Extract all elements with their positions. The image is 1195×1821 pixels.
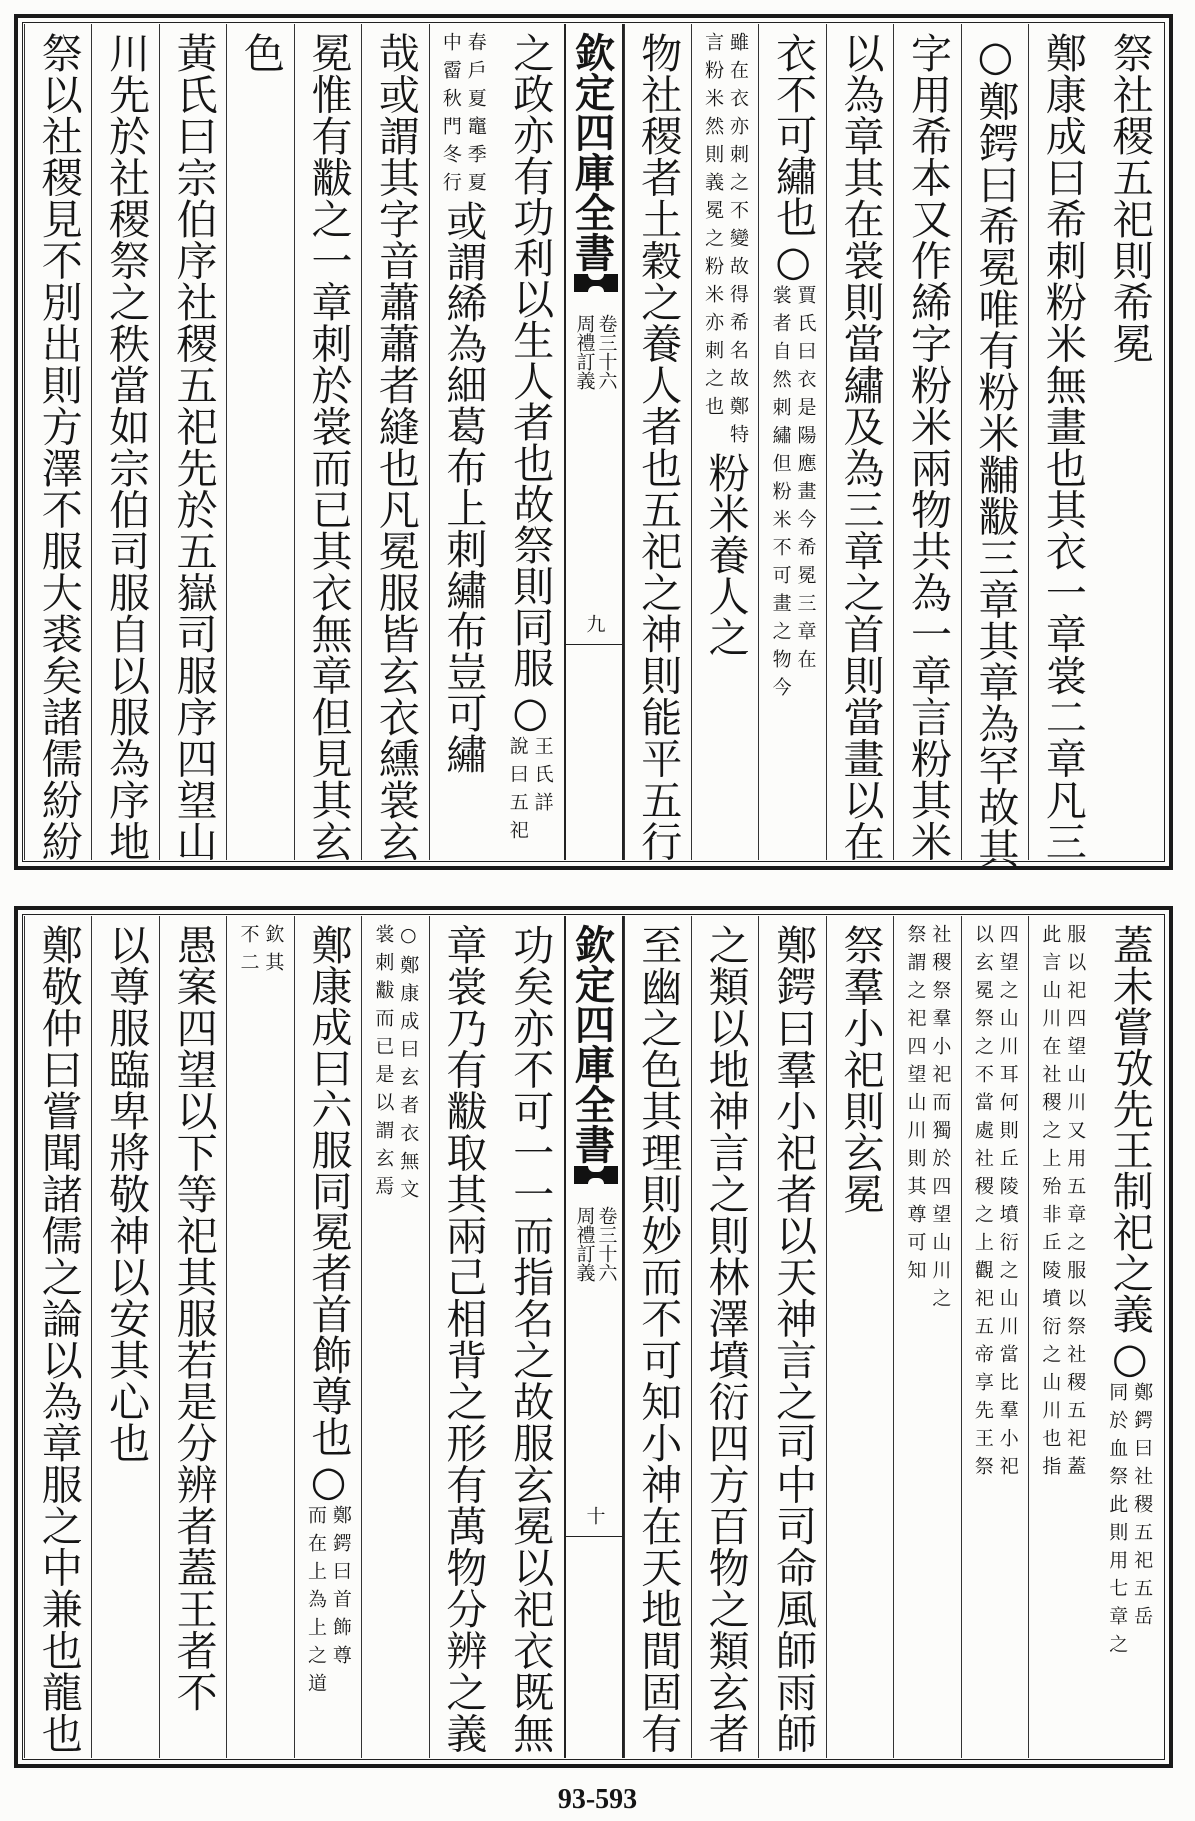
sub-title-volume: 卷三十六 (595, 1206, 618, 1282)
book-title: 欽定四庫全書 (568, 924, 616, 1164)
main-text: 色 (237, 32, 286, 74)
text-column (624, 916, 691, 1758)
center-margin (564, 916, 624, 1758)
main-text: 粉米養人之 (701, 452, 750, 657)
columns-bottom (24, 916, 1163, 1758)
commentary-line: 裳者自然刺繡但粉米不可畫之物今 (769, 285, 792, 705)
main-text: 冕惟有黻之一章刺於裳而已其衣無章但見其玄 (304, 32, 353, 862)
commentary-line: 服以祀四望山川又用五章之服以祭社稷五祀蓋 (1064, 924, 1087, 1484)
text-column (1028, 916, 1095, 1758)
main-text: 蓋未嘗攷先王制祀之義○ (1105, 924, 1154, 1382)
text-column (624, 24, 691, 860)
text-column (91, 916, 158, 1758)
commentary-line: 說曰五祀 (506, 736, 529, 848)
mixed-column (692, 32, 758, 860)
commentary-pair (700, 32, 750, 452)
commentary-line: 雖在衣亦刺之不變故得希名故鄭特 (727, 32, 750, 452)
text-column (159, 916, 226, 1758)
text-column (24, 916, 91, 1758)
page-panel-top (14, 14, 1173, 870)
text-column (961, 916, 1028, 1758)
commentary-pair (505, 736, 555, 860)
fish-tail-mark (574, 1166, 618, 1184)
commentary-line: 祭謂之祀四望山川則其尊可知 (904, 924, 927, 1288)
fish-tail-mark (574, 274, 618, 292)
main-text: 之類以地神言之則林澤墳衍四方百物之類玄者 (701, 924, 750, 1754)
main-text: 或謂絺為細葛布上刺繡布豈可繡 (439, 200, 488, 774)
columns-top (24, 24, 1163, 869)
book-title: 欽定四庫全書 (568, 32, 616, 272)
sub-title-volume: 卷三十六 (595, 314, 618, 390)
mixed-column (295, 924, 361, 1758)
commentary-line: 不二 (237, 924, 260, 980)
mixed-column (496, 32, 563, 860)
text-column (226, 916, 293, 1758)
commentary-pair (1104, 1382, 1154, 1758)
main-text: 愚案四望以下等祀其服若是分辨者蓋王者不 (169, 924, 218, 1713)
mixed-column (1096, 924, 1163, 1758)
main-text: 哉或謂其字音蕭蕭者縫也凡冕服皆玄衣纁裳玄 (371, 32, 420, 862)
commentary-line: ○鄭康成曰玄者衣無文 (397, 924, 420, 1207)
text-column (826, 916, 893, 1758)
main-text: 鄭康成曰希刺粉米無畫也其衣一章裳二章凡三 (1038, 32, 1087, 862)
main-text: 至幽之色其理則妙而不可知小神在天地間固有 (634, 924, 683, 1754)
main-text: 川先於社稷祭之秩當如宗伯司服自以服為序地 (102, 32, 151, 862)
main-text: 祭社稷五祀則希冕 (1105, 32, 1154, 364)
commentary-line: 裳刺黻而已是以謂玄焉 (372, 924, 395, 1204)
commentary-pair (227, 924, 293, 1758)
commentary-pair (1029, 924, 1095, 1758)
text-column (758, 916, 825, 1758)
text-column (691, 916, 758, 1758)
main-text: 以為章其在裳則當繡及為三章之首則當畫以在 (836, 32, 885, 862)
center-margin (564, 24, 624, 860)
main-text: 之政亦有功利以生人者也故祭則同服○ (506, 32, 555, 736)
commentary-line: 社稷祭羣小祀而獨於四望山川之 (929, 924, 952, 1316)
text-column (226, 24, 293, 860)
text-column (1096, 916, 1163, 1758)
text-column (1096, 24, 1163, 860)
commentary-line: 王氏詳 (531, 736, 554, 820)
main-text: 衣不可繡也○ (769, 32, 818, 285)
sub-title-book: 周禮訂義 (573, 314, 596, 390)
main-text: 字用希本又作絺字粉米兩物共為一章言粉其米 (903, 32, 952, 862)
text-column (826, 24, 893, 860)
main-text: ○鄭鍔曰希冕唯有粉米黼黻三章其章為罕故其 (971, 32, 1020, 869)
commentary-line: 同於血祭此則用七章之 (1106, 1382, 1129, 1662)
text-column (1028, 24, 1095, 860)
commentary-line: 春戶夏竈季夏 (464, 32, 487, 200)
text-column (294, 916, 361, 1758)
margin-rule (566, 644, 622, 645)
main-text: 章裳乃有黻取其兩己相背之形有萬物分辨之義 (439, 924, 488, 1754)
commentary-pair (303, 1505, 353, 1758)
text-column (294, 24, 361, 860)
main-text: 鄭康成曰六服同冕者首飾尊也○ (304, 924, 353, 1505)
main-text: 祭以社稷見不別出則方澤不服大裘矣諸儒紛紛 (34, 32, 83, 862)
commentary-line: 此言山川在社稷之上殆非丘陵墳衍之山川也指 (1039, 924, 1062, 1484)
margin-rule (566, 1536, 622, 1537)
main-text: 功矣亦不可一一而指名之故服玄冕以祀衣既無 (506, 924, 555, 1754)
text-column (361, 916, 428, 1758)
text-column (691, 24, 758, 860)
text-column (24, 24, 91, 860)
main-text: 物社稷者土穀之養人者也五祀之神則能平五行 (634, 32, 683, 862)
commentary-line: 言粉米然則義冕之粉米亦刺之也 (702, 32, 725, 424)
commentary-pair (894, 924, 960, 1758)
page-panel-bottom (14, 906, 1173, 1768)
main-text: 祭羣小祀則玄冕 (836, 924, 885, 1215)
text-column (361, 24, 428, 860)
text-column (91, 24, 158, 860)
main-text: 以尊服臨卑將敬神以安其心也 (102, 924, 151, 1464)
commentary-line: 四望之山川耳何則丘陵墳衍之山川當比羣小祀 (996, 924, 1019, 1484)
commentary-pair (768, 285, 818, 860)
commentary-pair (962, 924, 1028, 1758)
leaf-number: 九 (583, 614, 606, 633)
commentary-pair (362, 924, 428, 1758)
page-number-footer: 93-593 (557, 1784, 638, 1815)
text-column (159, 24, 226, 860)
commentary-line: 而在上為上之道 (304, 1505, 327, 1701)
main-text: 鄭鍔曰羣小祀者以天神言之司中司命風師雨師 (769, 924, 818, 1754)
text-column (496, 24, 563, 860)
commentary-line: 鄭鍔曰首飾尊 (329, 1505, 352, 1673)
text-column (961, 24, 1028, 869)
text-column (496, 916, 563, 1758)
leaf-number: 十 (583, 1506, 606, 1525)
commentary-line: 鄭鍔曰社稷五祀五岳 (1131, 1382, 1154, 1634)
text-column (429, 24, 496, 860)
commentary-line: 以玄冕祭之不當處社稷之上觀祀五帝享先王祭 (971, 924, 994, 1484)
sub-title-book: 周禮訂義 (573, 1206, 596, 1282)
commentary-line: 中霤秋門冬行 (439, 32, 462, 200)
commentary-pair (438, 32, 488, 200)
text-column (429, 916, 496, 1758)
text-column (893, 24, 960, 860)
main-text: 鄭敬仲曰嘗聞諸儒之論以為章服之中兼也龍也 (34, 924, 83, 1754)
commentary-line: 賈氏曰衣是陽應畫今希冕三章在 (794, 285, 817, 677)
mixed-column (759, 32, 825, 860)
text-column (893, 916, 960, 1758)
mixed-column (430, 32, 496, 860)
main-text: 黃氏曰宗伯序社稷五祀先於五嶽司服序四望山 (169, 32, 218, 862)
text-column (758, 24, 825, 860)
commentary-line: 欽其 (262, 924, 285, 980)
